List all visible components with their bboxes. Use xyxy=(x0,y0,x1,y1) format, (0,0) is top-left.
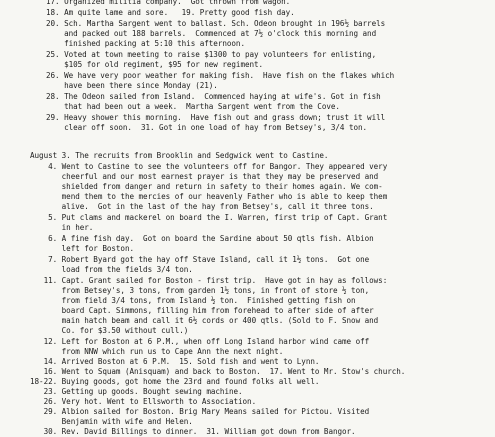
entry-aug-3: August 3. The recruits from Brooklin and Sedgwick went to Castine. xyxy=(30,151,329,160)
entry-aug-7-line-2: load from the fields 3/4 ton. xyxy=(30,265,193,274)
entry-29-line-2: clear off soon. 31. Got in one load of hay from Betsey's, 3/4 ton. xyxy=(46,123,368,132)
entry-28-line-2: that had been out a week. Martha Sargent went from the Cove. xyxy=(46,102,340,111)
entry-aug-4-line-4: mend them to the mercies of our heavenly Father who is able to keep them xyxy=(30,192,388,201)
entry-29-line-1: 29. Heavy shower this morning. Have fish out and grass down; trust it will xyxy=(46,113,386,122)
entry-20-line-2: and packed out 188 barrels. Commenced at 7½ o'clock this morning and xyxy=(46,29,377,38)
entry-aug-11-line-6: Co. for $3.50 without cull.) xyxy=(30,326,189,335)
entry-aug-30: 30. Rev. David Billings to dinner. 31. William got down from Bangor. xyxy=(30,427,356,436)
entry-aug-11-line-2: from Betsey's, 3 tons, from garden 1½ tons, in front of store ½ ton, xyxy=(30,286,370,295)
entry-aug-4-line-1: 4. Went to Castine to see the volunteers off for Bangor. They appeared very xyxy=(30,162,388,171)
entry-aug-11-line-3: from field 3/4 tons, from Island ½ ton. Finished getting fish on xyxy=(30,296,356,305)
entry-aug-12-line-2: from NNW which run us to Cape Ann the next night. xyxy=(30,347,284,356)
entry-aug-11-line-4: board Capt. Simmons, filling him from forehead to after side of after xyxy=(30,306,374,315)
entry-aug-29-line-2: Benjamin with wife and Helen. xyxy=(30,417,193,426)
entry-aug-6-line-1: 6. A fine fish day. Got on board the Sardine about 50 qtls fish. Albion xyxy=(30,234,374,243)
entry-20-line-3: finished packing at 5:10 this afternoon. xyxy=(46,39,245,48)
entry-aug-14: 14. Arrived Boston at 6 P.M. 15. Sold fish and went to Lynn. xyxy=(30,357,320,366)
entry-aug-16: 16. Went to Squam (Anisquam) and back to Boston. 17. Went to Mr. Stow's church. xyxy=(30,367,406,376)
entry-25-line-1: 25. Voted at town meeting to raise $1300 to pay volunteers for enlisting, xyxy=(46,50,377,59)
entry-aug-12-line-1: 12. Left for Boston at 6 P.M., when off Long Island harbor wind came off xyxy=(30,337,370,346)
entry-aug-11-line-5: main hatch beam and call it 6½ cords or 400 qtls. (Sold to F. Snow and xyxy=(30,316,379,325)
entry-20-line-1: 20. Sch. Martha Sargent went to ballast. Sch. Odeon brought in 196½ barrels xyxy=(46,19,386,28)
entry-aug-6-line-2: left for Boston. xyxy=(30,244,135,253)
entry-aug-4-line-5: alive. Got in the last of the hay from Betsey's, call it three tons. xyxy=(30,202,374,211)
entry-aug-11-line-1: 11. Capt. Grant sailed for Boston - first trip. Have got in hay as follows: xyxy=(30,276,388,285)
entry-26-line-1: 26. We have very poor weather for making fish. Have fish on the flakes which xyxy=(46,71,395,80)
entry-25-line-2: $105 for old regiment, $95 for new regiment. xyxy=(46,60,264,69)
entry-aug-4-line-2: cheerful and our most earnest prayer is that they may be preserved and xyxy=(30,172,379,181)
entry-aug-26: 26. Very hot. Went to Ellsworth to Association. xyxy=(30,397,257,406)
entry-28-line-1: 28. The Odeon sailed from Island. Commenced haying at wife's. Got in fish xyxy=(46,92,381,101)
entry-aug-29-line-1: 29. Albion sailed for Boston. Brig Mary Means sailed for Pictou. Visited xyxy=(30,407,370,416)
entry-26-line-2: have been there since Monday (21). xyxy=(46,81,218,90)
entry-aug-18-22: 18-22. Buying goods, got home the 23rd and found folks all well. xyxy=(30,377,320,386)
entry-17: 17. Organized militia company. Got thrown from wagon. xyxy=(46,0,291,6)
entry-aug-5-line-2: in her. xyxy=(30,223,94,232)
entry-aug-7-line-1: 7. Robert Byard got the hay off Stave Island, call it 1½ tons. Got one xyxy=(30,255,370,264)
entry-aug-4-line-3: shielded from danger and return in safety to their homes again. We com- xyxy=(30,182,383,191)
entry-18: 18. Am quite lame and sore. 19. Pretty good fish day. xyxy=(46,8,295,17)
entry-aug-23: 23. Getting up goods. Bought sewing machine. xyxy=(30,387,243,396)
entry-aug-5-line-1: 5. Put clams and mackerel on board the I. Warren, first trip of Capt. Grant xyxy=(30,213,388,222)
